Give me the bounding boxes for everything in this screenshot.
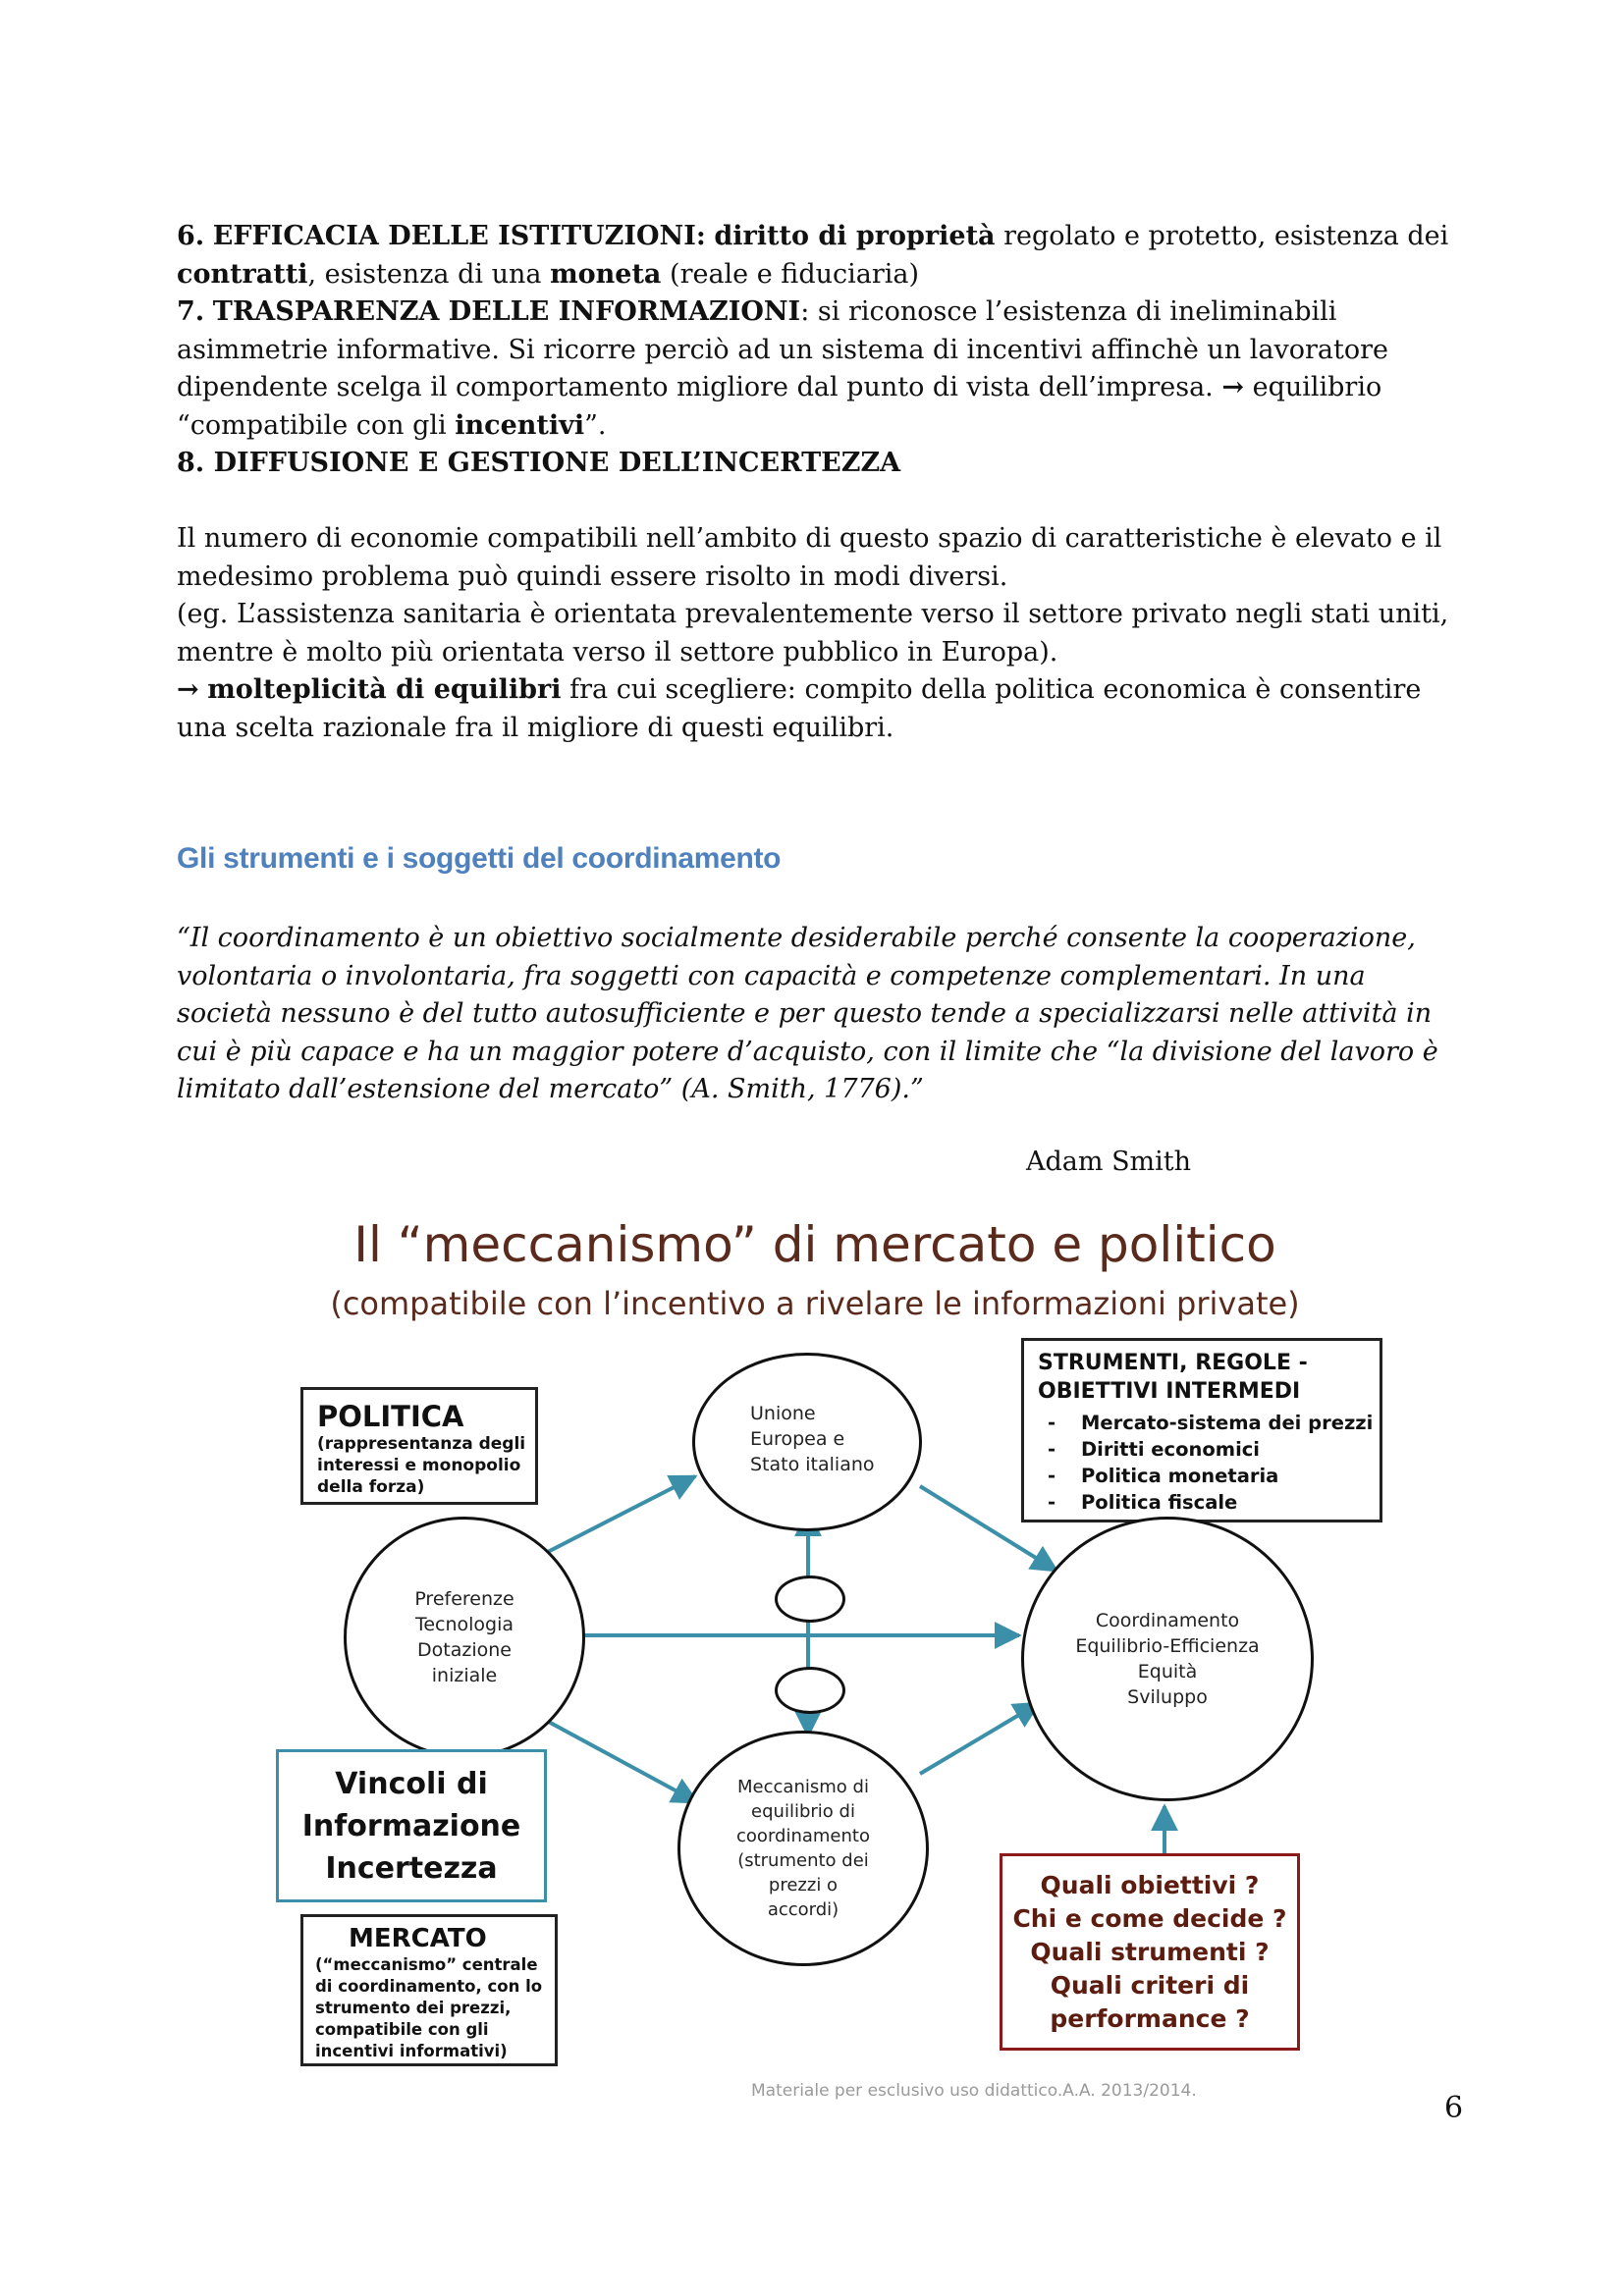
item-6-text-3: (reale e fiduciaria) (670, 258, 920, 290)
item-7-number: 7. (177, 296, 205, 327)
small-oval-bottom (775, 1667, 845, 1714)
preferenze-circle (344, 1517, 585, 1758)
strumenti-item: - Mercato-sistema dei prezzi (1038, 1410, 1380, 1436)
meccanismo-circle (677, 1731, 929, 1966)
diagram-footer: Materiale per esclusivo uso didattico.A.A. 2013/2014. (751, 2081, 1197, 2101)
politica-box (300, 1387, 538, 1505)
paragraph-3-arrow: → (177, 674, 199, 705)
unione-circle (692, 1353, 922, 1531)
vincoli-box (276, 1749, 547, 1902)
mercato-box (300, 1914, 558, 2066)
vincoli-label: Vincoli di Informazione Incertezza (301, 1766, 521, 1886)
diagram-subtitle: (compatibile con l’incentivo a rivelare le informazioni private) (330, 1285, 1300, 1322)
strumenti-title: STRUMENTI, REGOLE - OBIETTIVI INTERMEDI (1038, 1351, 1308, 1404)
strumenti-item: - Diritti economici (1038, 1436, 1380, 1463)
preferenze-label: Preferenze Tecnologia Dotazione iniziale (414, 1588, 514, 1686)
item-7-text-3: ”. (584, 409, 607, 441)
questions-label: Quali obiettivi ? Chi e come decide ? Quali strumenti ? Quali criteri di performance ? (1012, 1870, 1287, 2033)
section-heading: Gli strumenti e i soggetti del coordinamento (177, 842, 782, 875)
small-oval-top (775, 1575, 845, 1623)
item-7-arrow: → (1221, 372, 1244, 402)
questions-box (1000, 1853, 1300, 2051)
strumenti-item: - Politica monetaria (1038, 1463, 1380, 1489)
arrow-preferenze-to-meccanismo (545, 1720, 697, 1802)
item-7-bold-1: incentivi (455, 409, 585, 441)
smith-quote: “Il coordinamento è un obiettivo socialmente desiderabile perché consente la cooperazione, volontaria o involontaria, fra soggetti con capacità e competenze complementari. In una società nessuno è del tutto autosufficiente e per questo tende a specializzarsi nelle attività in cui è più capace e ha un maggior potere d’acquisto, con il limite che “la divisione del lavoro è limitato dall’estensione del mercato” (A. Smith, 1776).” (177, 923, 1438, 1104)
politica-description: (rappresentanza degli interessi e monopolio della forza) (317, 1434, 526, 1497)
diagram-title: Il “meccanismo” di mercato e politico (353, 1216, 1276, 1273)
item-7-text-2: equilibrio “compatibile con gli (177, 372, 1382, 441)
item-7-title: TRASPARENZA DELLE INFORMAZIONI (212, 296, 801, 327)
item-6-bold-3: moneta (550, 258, 662, 290)
quote-author: Adam Smith (1026, 1147, 1192, 1177)
item-6-text-1: regolato e protetto, esistenza dei (1003, 221, 1449, 251)
item-6-bold-2: contratti (177, 258, 308, 290)
strumenti-item: - Politica fiscale (1038, 1489, 1380, 1516)
item-8-title: 8. DIFFUSIONE E GESTIONE DELL’INCERTEZZA (177, 448, 901, 478)
page-number: 6 (1444, 2091, 1464, 2125)
paragraph-3-text: fra cui scegliere: compito della politica economica è consentire una scelta razionale fra il migliore di questi equilibri. (177, 674, 1422, 743)
politica-title: POLITICA (317, 1400, 464, 1433)
item-6-text-2: , esistenza di una (307, 258, 542, 290)
item-7-text-1: : si riconosce l’esistenza di ineliminabili asimmetrie informative. Si ricorre perciò ad un sistema di incentivi affinchè un lavoratore dipendente scelga il comportamento migliore dal punto di vista dell’impresa. (177, 296, 1388, 402)
item-6-bold-1: diritto di proprietà (714, 221, 996, 251)
arrow-meccanismo-to-coordinamento (920, 1703, 1039, 1774)
paragraph-3-bold: molteplicità di equilibri (207, 674, 562, 705)
item-6-number: 6. (177, 221, 205, 251)
coordinamento-circle (1021, 1517, 1314, 1801)
strumenti-list (1038, 1410, 1380, 1516)
paragraph-2: (eg. L’assistenza sanitaria è orientata prevalentemente verso il settore privato negli stati uniti, mentre è molto più orientata verso il settore pubblico in Europa). (177, 599, 1449, 667)
strumenti-box (1021, 1338, 1382, 1522)
mercato-description: (“meccanismo” centrale di coordinamento, con lo strumento dei prezzi, compatibile con gli incentivi informativi) (315, 1955, 543, 2060)
meccanismo-label: Meccanismo di equilibrio di coordinamento (strumento dei prezzi o accordi) (736, 1777, 870, 1920)
unione-label: Unione Europea e Stato italiano (750, 1403, 875, 1475)
paragraph-1: Il numero di economie compatibili nell’ambito di questo spazio di caratteristiche è elevato e il medesimo problema può quindi essere risolto in modi diversi. (177, 523, 1442, 592)
item-6-title: EFFICACIA DELLE ISTITUZIONI: (212, 221, 706, 251)
mercato-title: MERCATO (349, 1924, 487, 1953)
arrow-preferenze-to-unione (540, 1476, 695, 1556)
coordinamento-label: Coordinamento Equilibrio-Efficienza Equità Sviluppo (1075, 1610, 1260, 1708)
